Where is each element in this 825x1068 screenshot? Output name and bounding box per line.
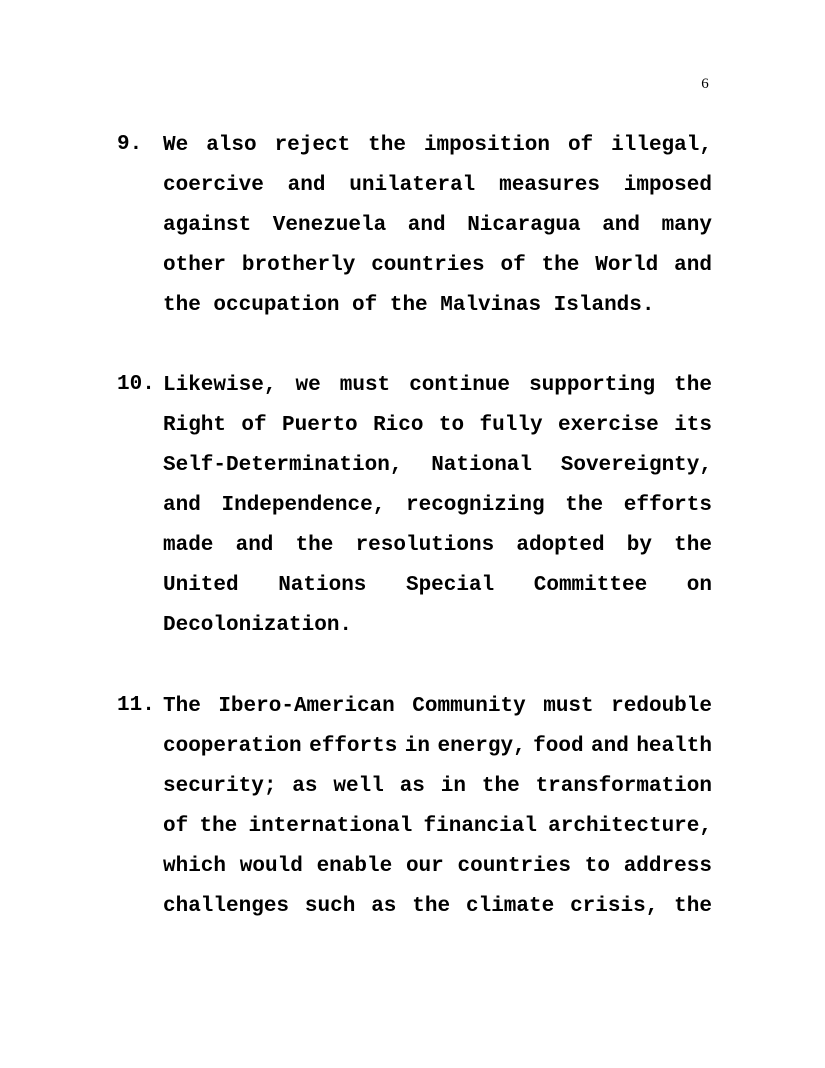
list-item-number: 11.	[117, 694, 155, 717]
paragraph-line: Decolonization.	[163, 614, 353, 638]
page-number: 6	[701, 76, 709, 92]
paragraph-line: Self-Determination, National Sovereignty,	[163, 453, 712, 477]
paragraph-line: the occupation of the Malvinas Islands.	[163, 293, 655, 317]
paragraph-line: coercive and unilateral measures imposed	[163, 173, 712, 197]
paragraph-line: Right of Puerto Rico to fully exercise its	[163, 413, 712, 437]
paragraph-line: cooperation efforts in energy, food and health	[163, 734, 712, 758]
paragraph-line: Likewise, we must continue supporting the	[163, 373, 712, 397]
list-item-number: 9.	[117, 133, 143, 156]
paragraph-line: which would enable our countries to address	[163, 854, 712, 878]
paragraph-line: against Venezuela and Nicaragua and many	[163, 213, 712, 237]
paragraph-line: made and the resolutions adopted by the	[163, 533, 712, 557]
paragraph-line: and Independence, recognizing the efforts	[163, 493, 712, 517]
paragraph-line: challenges such as the climate crisis, the	[163, 895, 712, 918]
paragraph-line: of the international financial architecture,	[163, 814, 712, 838]
paragraph-line: security; as well as in the transformation	[163, 774, 712, 798]
paragraph-line: We also reject the imposition of illegal,	[163, 133, 712, 157]
paragraph-line: other brotherly countries of the World and	[163, 253, 712, 277]
paragraph-line: United Nations Special Committee on	[163, 574, 712, 597]
paragraph-line: The Ibero-American Community must redouble	[163, 694, 712, 718]
list-item-number: 10.	[117, 373, 155, 396]
